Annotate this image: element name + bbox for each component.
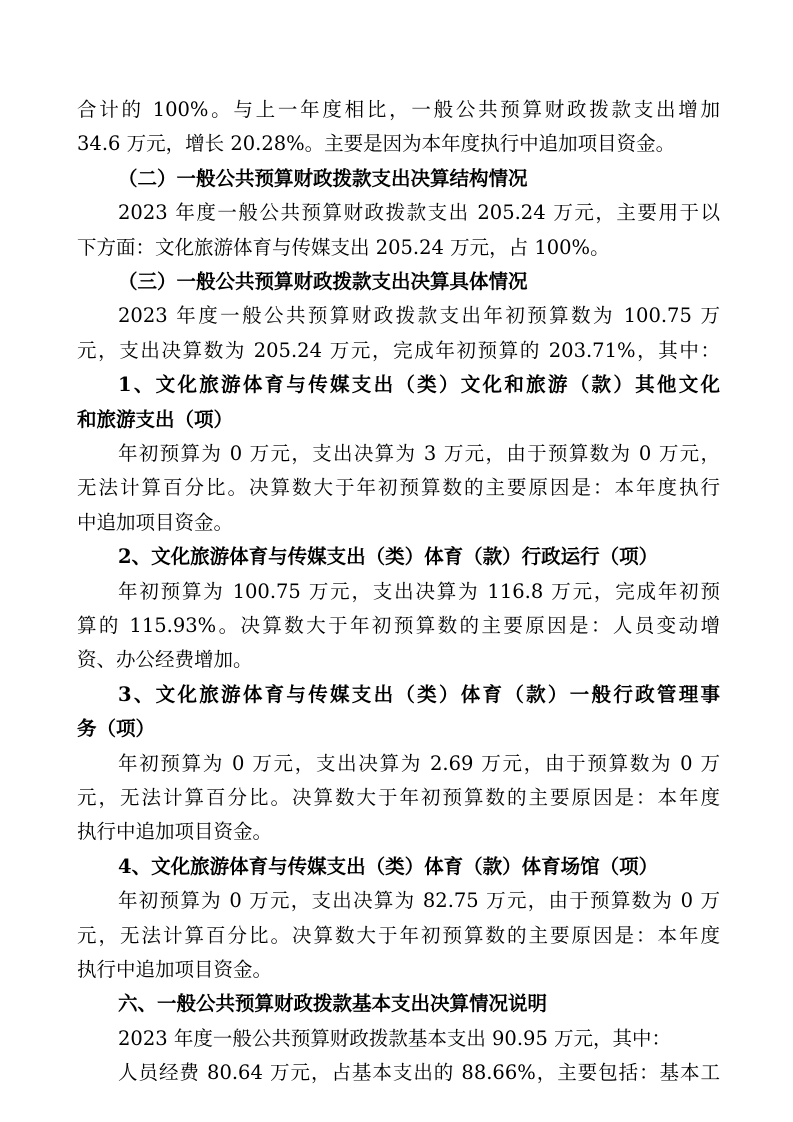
body-text-line: 年初预算为 0 万元，支出决算为 2.69 万元，由于预算数为 0 万 xyxy=(118,751,720,775)
section-heading-line: 六、一般公共预算财政拨款基本支出决算情况说明 xyxy=(118,992,548,1016)
section-heading-line: （三）一般公共预算财政拨款支出决算具体情况 xyxy=(118,270,528,293)
section-heading-line: 4、文化旅游体育与传媒支出（类）体育（款）体育场馆（项） xyxy=(118,854,659,878)
body-text-line: 无法计算百分比。决算数大于年初预算数的主要原因是：本年度执行 xyxy=(77,476,720,500)
body-text-line: 年初预算为 0 万元，支出决算为 82.75 万元，由于预算数为 0 万 xyxy=(118,889,720,913)
body-text-line: 元，无法计算百分比。决算数大于年初预算数的主要原因是：本年度 xyxy=(77,786,720,809)
body-text-line: 算的 115.93%。决算数大于年初预算数的主要原因是：人员变动增 xyxy=(77,614,720,637)
body-text-line: 中追加项目资金。 xyxy=(77,510,234,534)
section-heading-line: （二）一般公共预算财政拨款支出决算结构情况 xyxy=(118,166,528,190)
body-text-line: 34.6 万元，增长 20.28%。主要是因为本年度执行中追加项目资金。 xyxy=(77,132,676,156)
section-heading-line: 3、文化旅游体育与传媒支出（类）体育（款）一般行政管理事 xyxy=(118,682,720,706)
body-text-line: 元，支出决算数为 205.24 万元，完成年初预算的 203.71%，其中： xyxy=(77,338,720,362)
section-heading-line: 和旅游支出（项） xyxy=(77,407,234,431)
section-heading-line: 2、文化旅游体育与传媒支出（类）体育（款）行政运行（项） xyxy=(118,545,659,569)
body-text-line: 执行中追加项目资金。 xyxy=(77,820,273,844)
body-text-line: 资、办公经费增加。 xyxy=(77,648,253,672)
body-text-line: 2023 年度一般公共预算财政拨款基本支出 90.95 万元，其中： xyxy=(118,1026,672,1050)
body-text-line: 年初预算为 100.75 万元，支出决算为 116.8 万元，完成年初预 xyxy=(118,579,720,603)
section-heading-line: 务（项） xyxy=(77,717,156,741)
body-text-line: 2023 年度一般公共预算财政拨款支出年初预算数为 100.75 万 xyxy=(118,304,720,328)
section-heading-line: 1、文化旅游体育与传媒支出（类）文化和旅游（款）其他文化 xyxy=(118,373,720,397)
body-text-line: 执行中追加项目资金。 xyxy=(77,958,273,981)
body-text-line: 合计的 100%。与上一年度相比，一般公共预算财政拨款支出增加 xyxy=(77,98,720,121)
body-text-line: 人员经费 80.64 万元，占基本支出的 88.66%，主要包括：基本工 xyxy=(118,1061,720,1085)
body-text-line: 2023 年度一般公共预算财政拨款支出 205.24 万元，主要用于以 xyxy=(118,201,720,225)
body-text-line: 元，无法计算百分比。决算数大于年初预算数的主要原因是：本年度 xyxy=(77,923,720,947)
body-text-line: 下方面：文化旅游体育与传媒支出 205.24 万元，占 100%。 xyxy=(77,235,610,259)
body-text-line: 年初预算为 0 万元，支出决算为 3 万元，由于预算数为 0 万元， xyxy=(118,442,720,465)
